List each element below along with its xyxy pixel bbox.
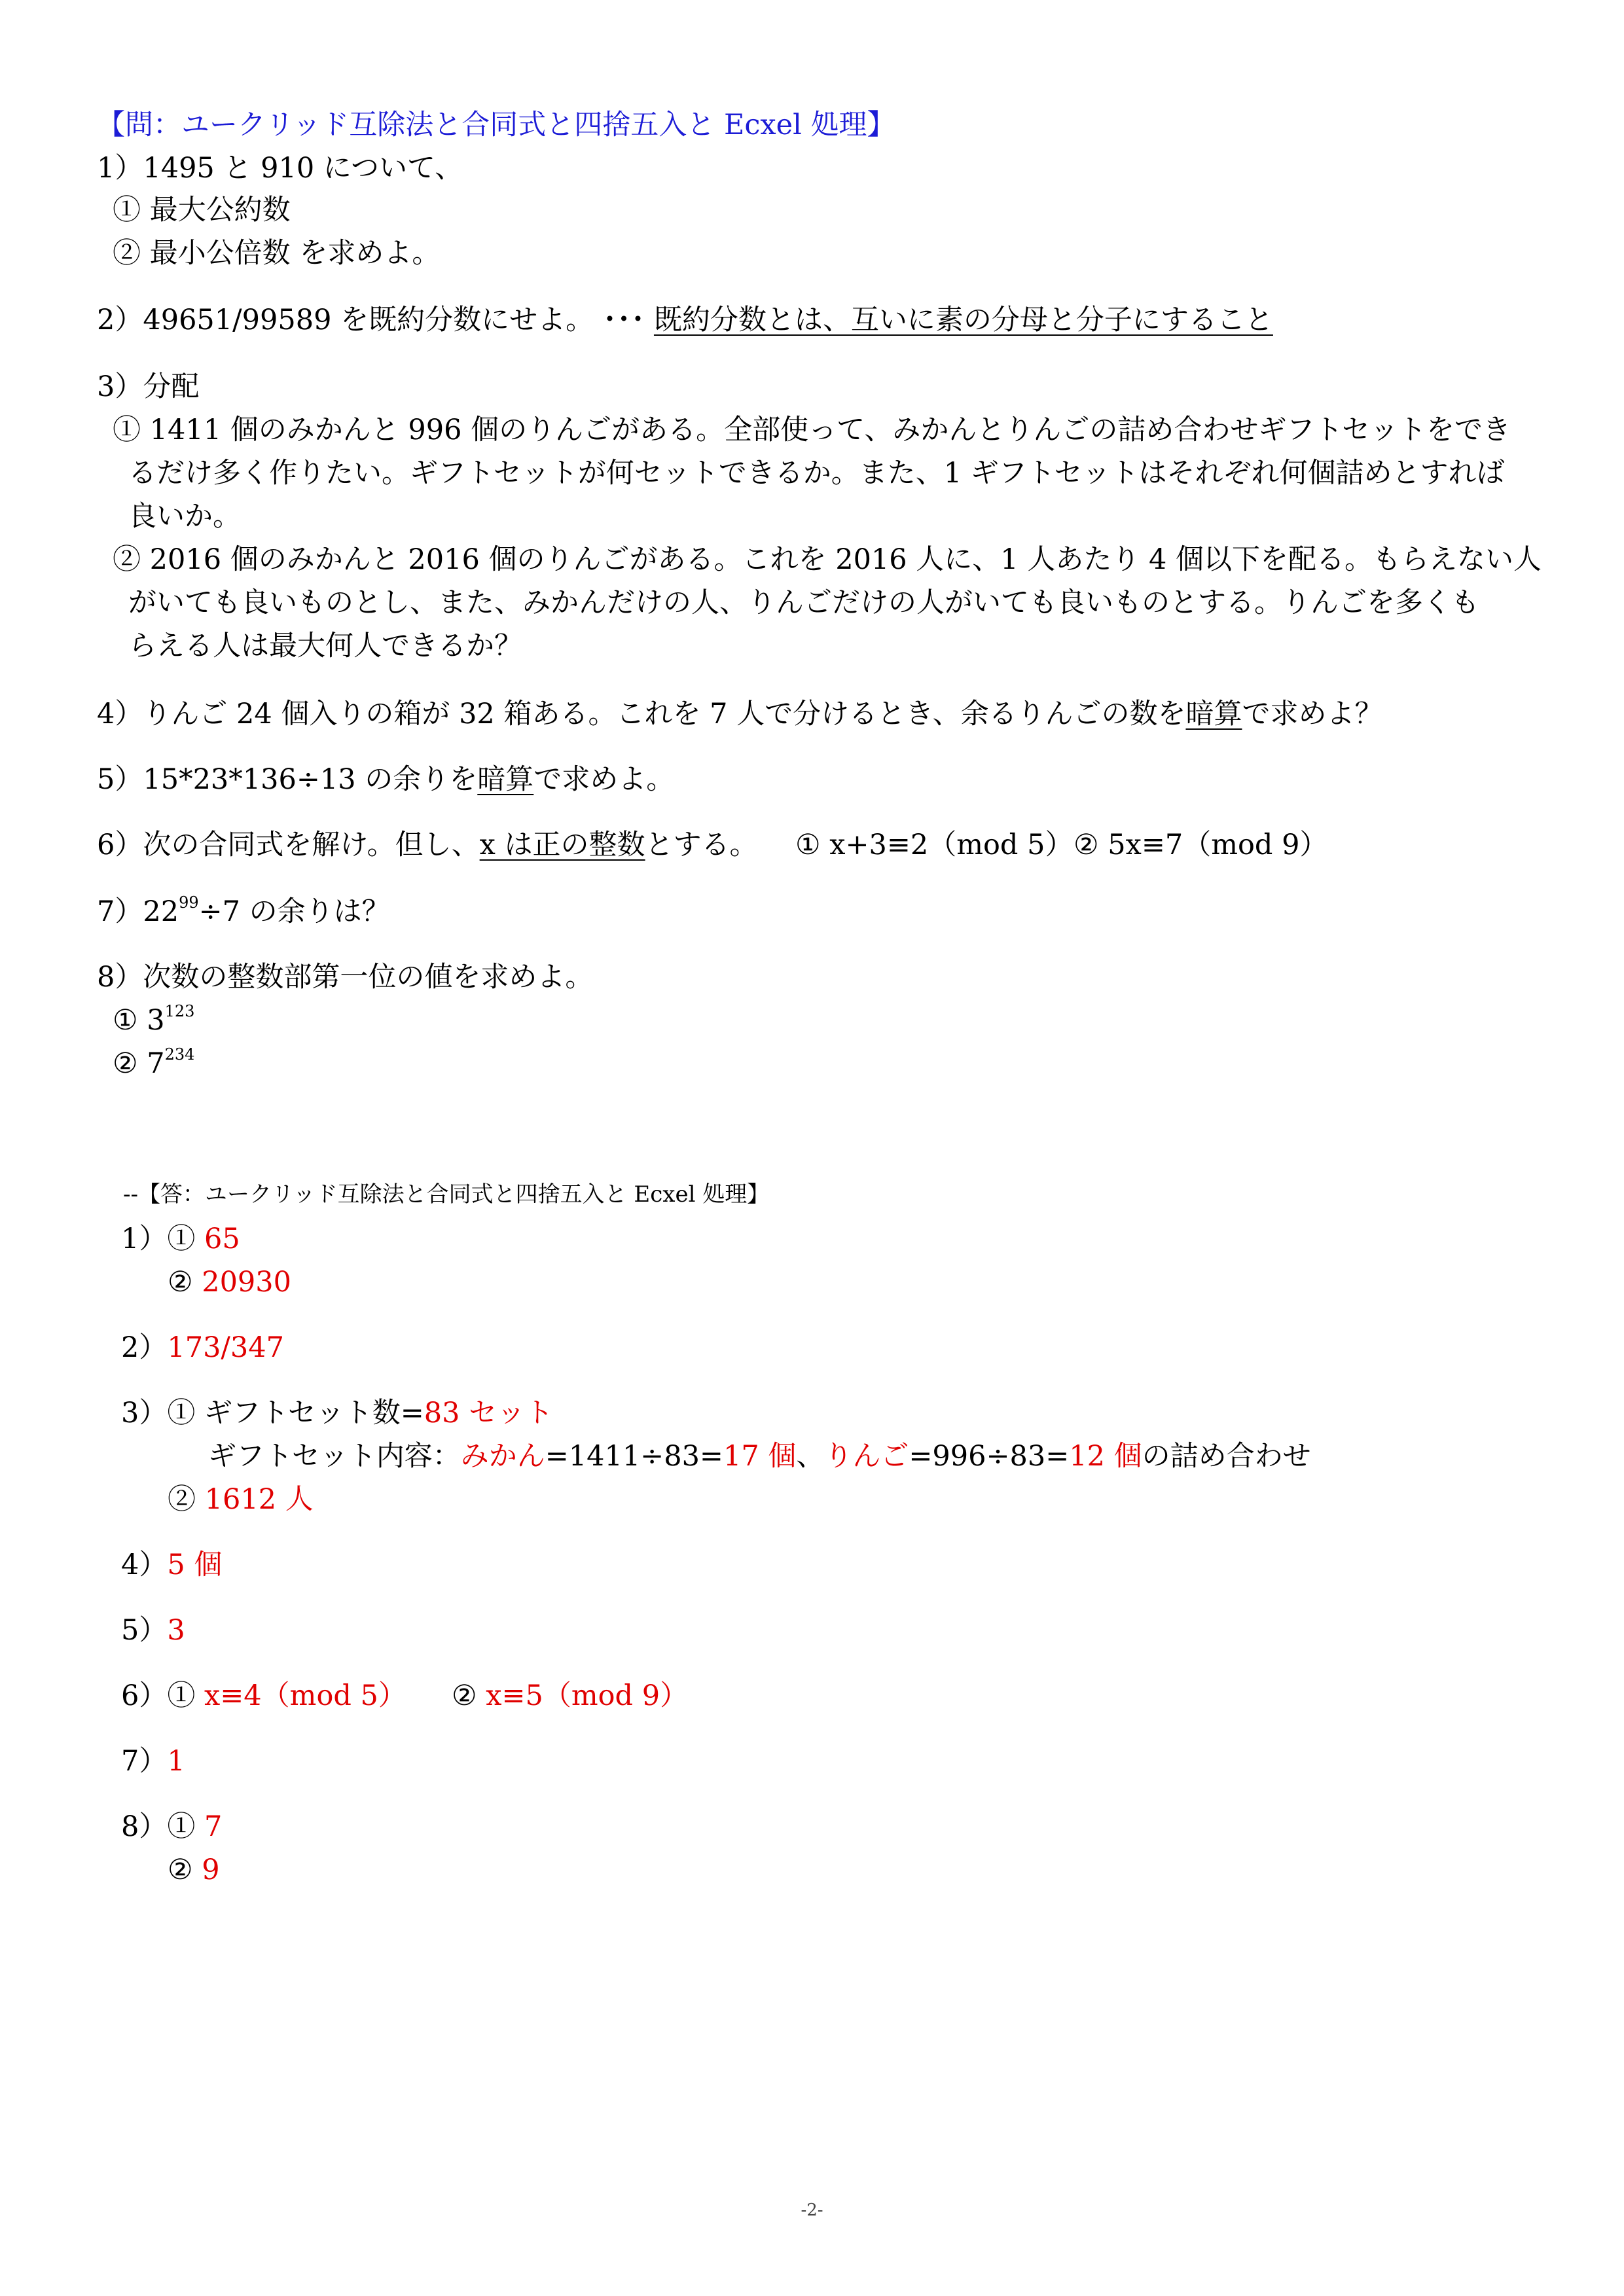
a1-label: 1）① [121, 1223, 205, 1255]
a3-ringo-calc: =996÷83= [909, 1440, 1070, 1473]
q3-sub1-line2: るだけ多く作りたい。ギフトセットが何セットできるか。また、1 ギフトセットはそれぞれ何個詰めとすれば [128, 457, 1505, 490]
a8-value1: 7 [204, 1810, 223, 1843]
q8-heading: 8）次数の整数部第一位の値を求めよ。 [97, 961, 594, 994]
a6-line [121, 1679, 406, 1712]
a3-separator: 、 [796, 1440, 825, 1473]
a6-label2: ② [452, 1679, 486, 1712]
q8-sub1-base: ① 3 [113, 1004, 165, 1037]
a3-label: 3）① ギフトセット数= [121, 1397, 424, 1429]
a4-value: 5 個 [167, 1549, 223, 1581]
q7-line [97, 893, 390, 928]
a5-label: 5） [121, 1614, 168, 1647]
a4-line [121, 1551, 222, 1579]
a3-line3 [168, 1483, 314, 1516]
q4-line [97, 700, 1382, 728]
q4-pre: 4）りんご 24 個入りの箱が 32 箱ある。これを 7 人で分けるとき、余るりんごの数を [97, 698, 1186, 730]
a5-line [121, 1614, 185, 1647]
q7-post: ÷7 の余りは？ [198, 895, 390, 928]
a3-mikan-calc: =1411÷83= [545, 1440, 723, 1473]
a3-mikan: みかん [460, 1440, 545, 1473]
a7-label: 7） [121, 1745, 168, 1778]
a1-lcm: 20930 [202, 1266, 292, 1299]
a3-ringo-value: 12 個 [1069, 1440, 1142, 1473]
q8-sub2-exponent: 234 [164, 1045, 195, 1064]
q6-post: とする。 [645, 829, 758, 861]
a8-line1 [121, 1810, 223, 1843]
a8-line2 [168, 1856, 220, 1884]
q3-sub2-line3: らえる人は最大何人できるか？ [128, 630, 522, 662]
a3-mikan-value: 17 個 [723, 1440, 797, 1473]
q6-line [97, 831, 758, 859]
q5-line [97, 763, 675, 796]
a8-label2: ② [168, 1854, 202, 1886]
a2-label: 2） [121, 1331, 168, 1364]
q3-sub2-line2: がいても良いものとし、また、みかんだけの人、りんごだけの人がいても良いものとする。りんごを多くも [128, 586, 1479, 619]
a3-people: 1612 人 [204, 1483, 314, 1516]
q3-heading: 3）分配 [97, 370, 200, 403]
q8-sub1 [113, 1002, 195, 1037]
a3-line1 [121, 1399, 553, 1427]
q6-pre: 6）次の合同式を解け。但し、 [97, 829, 480, 861]
a8-value2: 9 [202, 1854, 220, 1886]
q6-eq1: ① x+3≡2（mod 5） [795, 829, 1074, 861]
q2-line [97, 306, 1273, 334]
a3-label2: ② [168, 1483, 205, 1516]
q3-sub1-line3: 良いか。 [128, 500, 241, 533]
a6-line-b [452, 1679, 689, 1712]
a7-value: 1 [167, 1745, 185, 1778]
a7-line [121, 1745, 185, 1778]
q1-sub2: ② 最小公倍数 を求めよ。 [113, 237, 441, 270]
a4-label: 4） [121, 1549, 168, 1581]
a6-value2: x≡5（mod 9） [486, 1679, 689, 1712]
a8-label: 8）① [121, 1810, 205, 1843]
a1-line1 [121, 1225, 240, 1253]
a1-line2 [168, 1268, 291, 1297]
a1-label2: ② [168, 1266, 202, 1299]
q5-mental: 暗算 [477, 763, 534, 796]
a1-gcd: 65 [204, 1223, 240, 1255]
q6-eq2: ② 5x≡7（mod 9） [1074, 829, 1328, 861]
page-number: -2- [801, 2200, 823, 2220]
q3-sub1-line1: ① 1411 個のみかんと 996 個のりんごがある。全部使って、みかんとりんごの詰め合わせギフトセットをでき [113, 414, 1511, 446]
q8-sub2-base: ② 7 [113, 1047, 165, 1080]
a6-value1: x≡4（mod 5） [204, 1679, 406, 1712]
a2-value: 173/347 [167, 1331, 284, 1364]
a3-line2 [208, 1440, 1311, 1473]
q2-text: 2）49651/99589 を既約分数にせよ。 ･･･ [97, 304, 654, 336]
a3-suffix: の詰め合わせ [1142, 1440, 1311, 1473]
q7-exponent: 99 [179, 893, 199, 912]
q8-sub1-exponent: 123 [164, 1002, 195, 1020]
a6-label: 6）① [121, 1679, 205, 1712]
a3-count: 83 セット [424, 1397, 554, 1429]
q7-pre: 7）22 [97, 895, 179, 928]
q5-pre: 5）15*23*136÷13 の余りを [97, 763, 478, 796]
q4-mental: 暗算 [1185, 698, 1242, 730]
a2-line [121, 1331, 284, 1364]
question-title: 【問：ユークリッド互除法と合同式と四捨五入と Ecxel 処理】 [97, 109, 895, 141]
answer-title: --【答：ユークリッド互除法と合同式と四捨五入と Ecxel 処理】 [123, 1181, 770, 1208]
q1-intro: 1）1495 と 910 について、 [97, 152, 463, 185]
q3-sub2-line1: ② 2016 個のみかんと 2016 個のりんごがある。これを 2016 人に、1 人あたり 4 個以下を配る。もらえない人 [113, 543, 1542, 576]
a3-ringo: りんご [824, 1440, 909, 1473]
q6-condition: x は正の整数 [479, 829, 645, 861]
q8-sub2 [113, 1045, 195, 1080]
q4-post: で求めよ？ [1242, 698, 1383, 730]
q2-note: 既約分数とは、互いに素の分母と分子にすること [653, 304, 1273, 336]
a5-value: 3 [167, 1614, 185, 1647]
q5-post: で求めよ。 [533, 763, 675, 796]
a3-content-label: ギフトセット内容： [208, 1440, 461, 1473]
q1-sub1: ① 最大公約数 [113, 194, 291, 226]
